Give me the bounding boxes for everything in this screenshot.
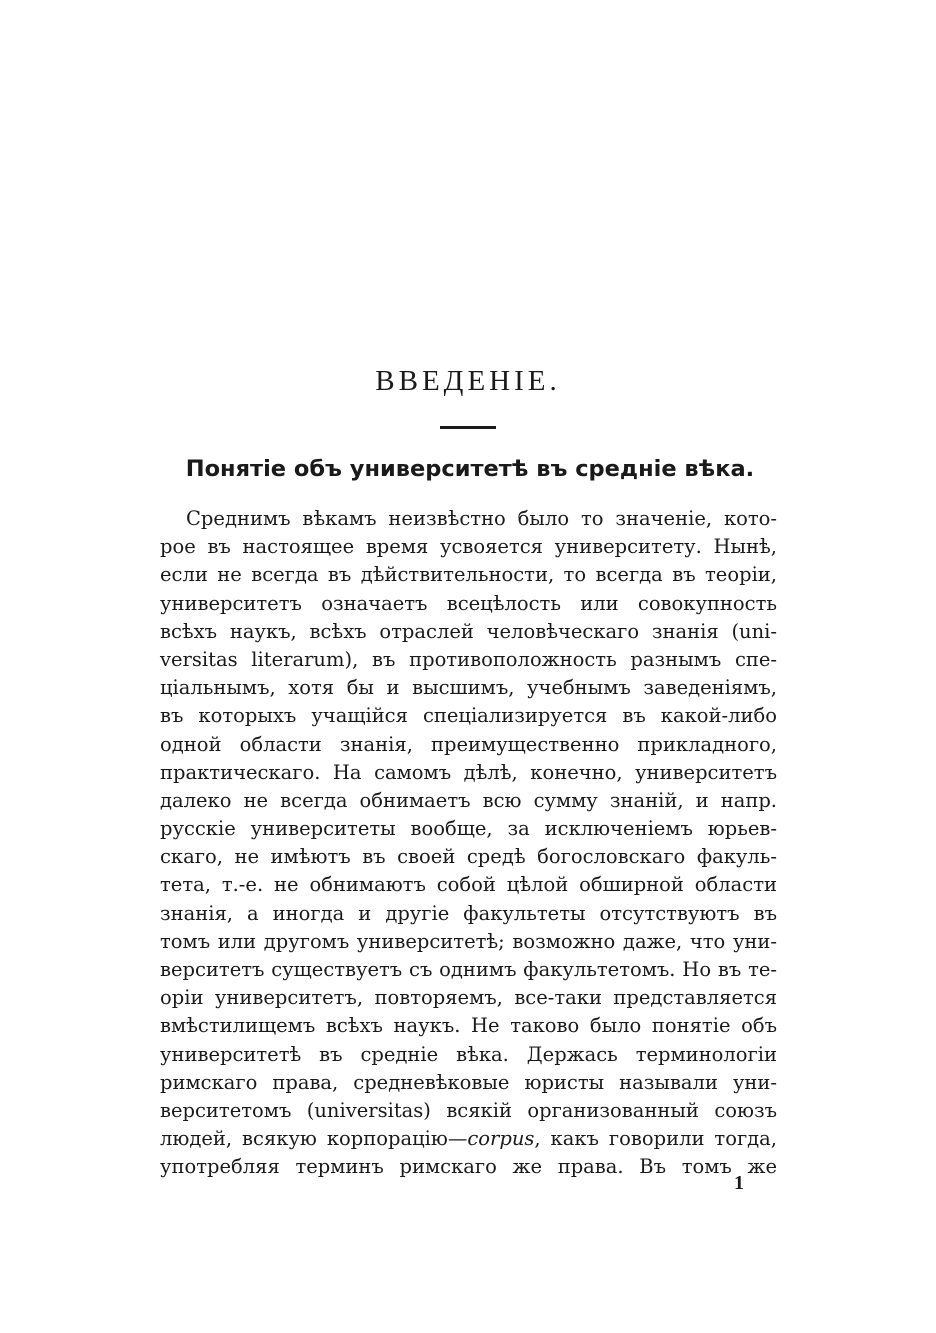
text-line: далеко не всегда обнимаетъ всю сумму знаній, и напр. [160, 788, 777, 812]
section-title: Понятіе объ университетѣ въ средніе вѣка. [185, 456, 755, 482]
text-line: всѣхъ наукъ, всѣхъ отраслей человѣческаго знанія (uni- [160, 619, 777, 643]
text-line: томъ или другомъ университетѣ; возможно даже, что уни- [160, 929, 777, 953]
text-line: одной области знанія, преимущественно прикладного, [160, 732, 777, 756]
text-line: русскіе университеты вообще, за исключеніемъ юрьев- [160, 817, 777, 841]
text-line: римскаго права, средневѣковые юристы называли уни- [160, 1070, 777, 1094]
paragraph [160, 505, 777, 1182]
text-line: versitas literarum), въ противоположность разнымъ спе- [160, 647, 777, 671]
chapter-title: ВВЕДЕНІЕ. [375, 365, 561, 397]
text-line: вмѣстилищемъ всѣхъ наукъ. Не таково было понятіе объ [160, 1014, 777, 1038]
text-line: практическаго. На самомъ дѣлѣ, конечно, университетъ [160, 760, 777, 784]
text-segment: людей, всякую корпорацію— [160, 1127, 468, 1151]
text-line: если не всегда въ дѣйствительности, то всегда въ теоріи, [160, 563, 777, 587]
page-number: 1 [734, 1172, 744, 1194]
text-line: верситетомъ (universitas) всякій организованный союзъ [160, 1098, 777, 1122]
text-line: рое въ настоящее время усвояется университету. Нынѣ, [160, 535, 777, 559]
text-line: въ которыхъ учащійся спеціализируется въ какой-либо [160, 704, 777, 728]
italic-term: corpus [467, 1127, 535, 1151]
text-line: оріи университетъ, повторяемъ, все-таки представляется [160, 986, 777, 1010]
text-line: верситетъ существуетъ съ однимъ факультетомъ. Но въ те- [160, 958, 777, 981]
text-line: тета, т.-е. не обнимаютъ собой цѣлой обширной области [160, 873, 777, 897]
text-line: университетъ означаетъ всецѣлость или совокупность [160, 591, 777, 615]
text-line: Среднимъ вѣкамъ неизвѣстно было то значеніе, кото- [186, 507, 777, 530]
title-divider [440, 426, 496, 429]
text-segment: , какъ говорили тогда, [534, 1127, 777, 1151]
text-line: употребляя терминъ римскаго же права. Въ томъ же [160, 1155, 777, 1179]
text-line: ціальнымъ, хотя бы и высшимъ, учебнымъ заведеніямъ, [160, 676, 777, 700]
text-line: скаго, не имѣютъ въ своей средѣ богословскаго факуль- [160, 845, 777, 869]
text-line: знанія, а иногда и другіе факультеты отсутствуютъ въ [160, 901, 777, 925]
text-line: университетѣ въ средніе вѣка. Держась терминологіи [160, 1042, 777, 1066]
text-line [160, 1125, 777, 1153]
